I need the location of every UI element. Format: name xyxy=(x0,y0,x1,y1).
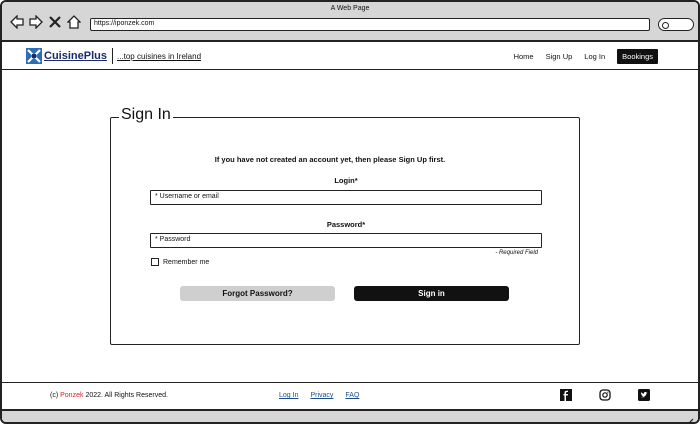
instagram-icon[interactable] xyxy=(599,389,611,401)
close-icon[interactable] xyxy=(48,15,62,29)
copyright-suffix: 2022. All Rights Reserved. xyxy=(85,392,168,399)
password-input[interactable]: * Password xyxy=(150,233,542,248)
footer-link-faq[interactable]: FAQ xyxy=(345,392,360,399)
browser-chrome xyxy=(2,2,698,42)
copyright-name: Ponzek xyxy=(60,392,84,399)
browser-nav-icons xyxy=(10,15,81,29)
nav-bookings-button[interactable]: Bookings xyxy=(617,49,658,64)
password-label: Password* xyxy=(326,220,366,229)
sign-in-button[interactable]: Sign in xyxy=(354,286,509,301)
signin-legend: Sign In xyxy=(121,106,171,123)
resize-handle-icon[interactable] xyxy=(684,413,694,423)
nav-sign-up[interactable]: Sign Up xyxy=(545,52,573,61)
search-icon[interactable] xyxy=(658,18,694,31)
forward-arrow-icon[interactable] xyxy=(29,15,43,29)
login-label: Login* xyxy=(334,176,358,185)
nav-log-in[interactable]: Log In xyxy=(584,52,606,61)
forgot-password-button[interactable]: Forgot Password? xyxy=(180,286,335,301)
nav-home[interactable]: Home xyxy=(513,52,534,61)
remember-label: Remember me xyxy=(163,258,210,266)
footer-link-log-in[interactable]: Log In xyxy=(279,392,299,399)
copyright xyxy=(50,392,168,399)
site-footer xyxy=(2,382,698,410)
footer-links xyxy=(279,392,359,399)
status-bar xyxy=(2,409,698,424)
signin-intro: If you have not created an account yet, then please Sign Up first. xyxy=(214,155,446,164)
required-field-note: - Required Field xyxy=(495,250,538,256)
window-title: A Web Page xyxy=(330,5,370,12)
home-icon[interactable] xyxy=(67,15,81,29)
logo-icon xyxy=(26,48,42,64)
facebook-icon[interactable] xyxy=(560,389,572,401)
social-links xyxy=(560,389,650,401)
brand-tagline: ...top cuisines in Ireland xyxy=(116,51,202,61)
site-header xyxy=(2,44,698,70)
brand-divider xyxy=(112,48,113,64)
back-arrow-icon[interactable] xyxy=(10,15,24,29)
copyright-prefix: (c) xyxy=(50,392,59,399)
main-nav xyxy=(514,49,658,64)
signin-fieldset xyxy=(110,117,580,345)
address-bar[interactable]: https://iponzek.com xyxy=(90,18,650,31)
brand-name: CuisinePlus xyxy=(44,50,107,62)
twitter-icon[interactable] xyxy=(638,389,650,401)
footer-link-privacy[interactable]: Privacy xyxy=(310,392,334,399)
brand[interactable] xyxy=(26,48,201,64)
remember-me[interactable] xyxy=(151,258,209,266)
remember-checkbox[interactable] xyxy=(151,258,159,266)
login-input[interactable]: * Username or email xyxy=(150,190,542,205)
